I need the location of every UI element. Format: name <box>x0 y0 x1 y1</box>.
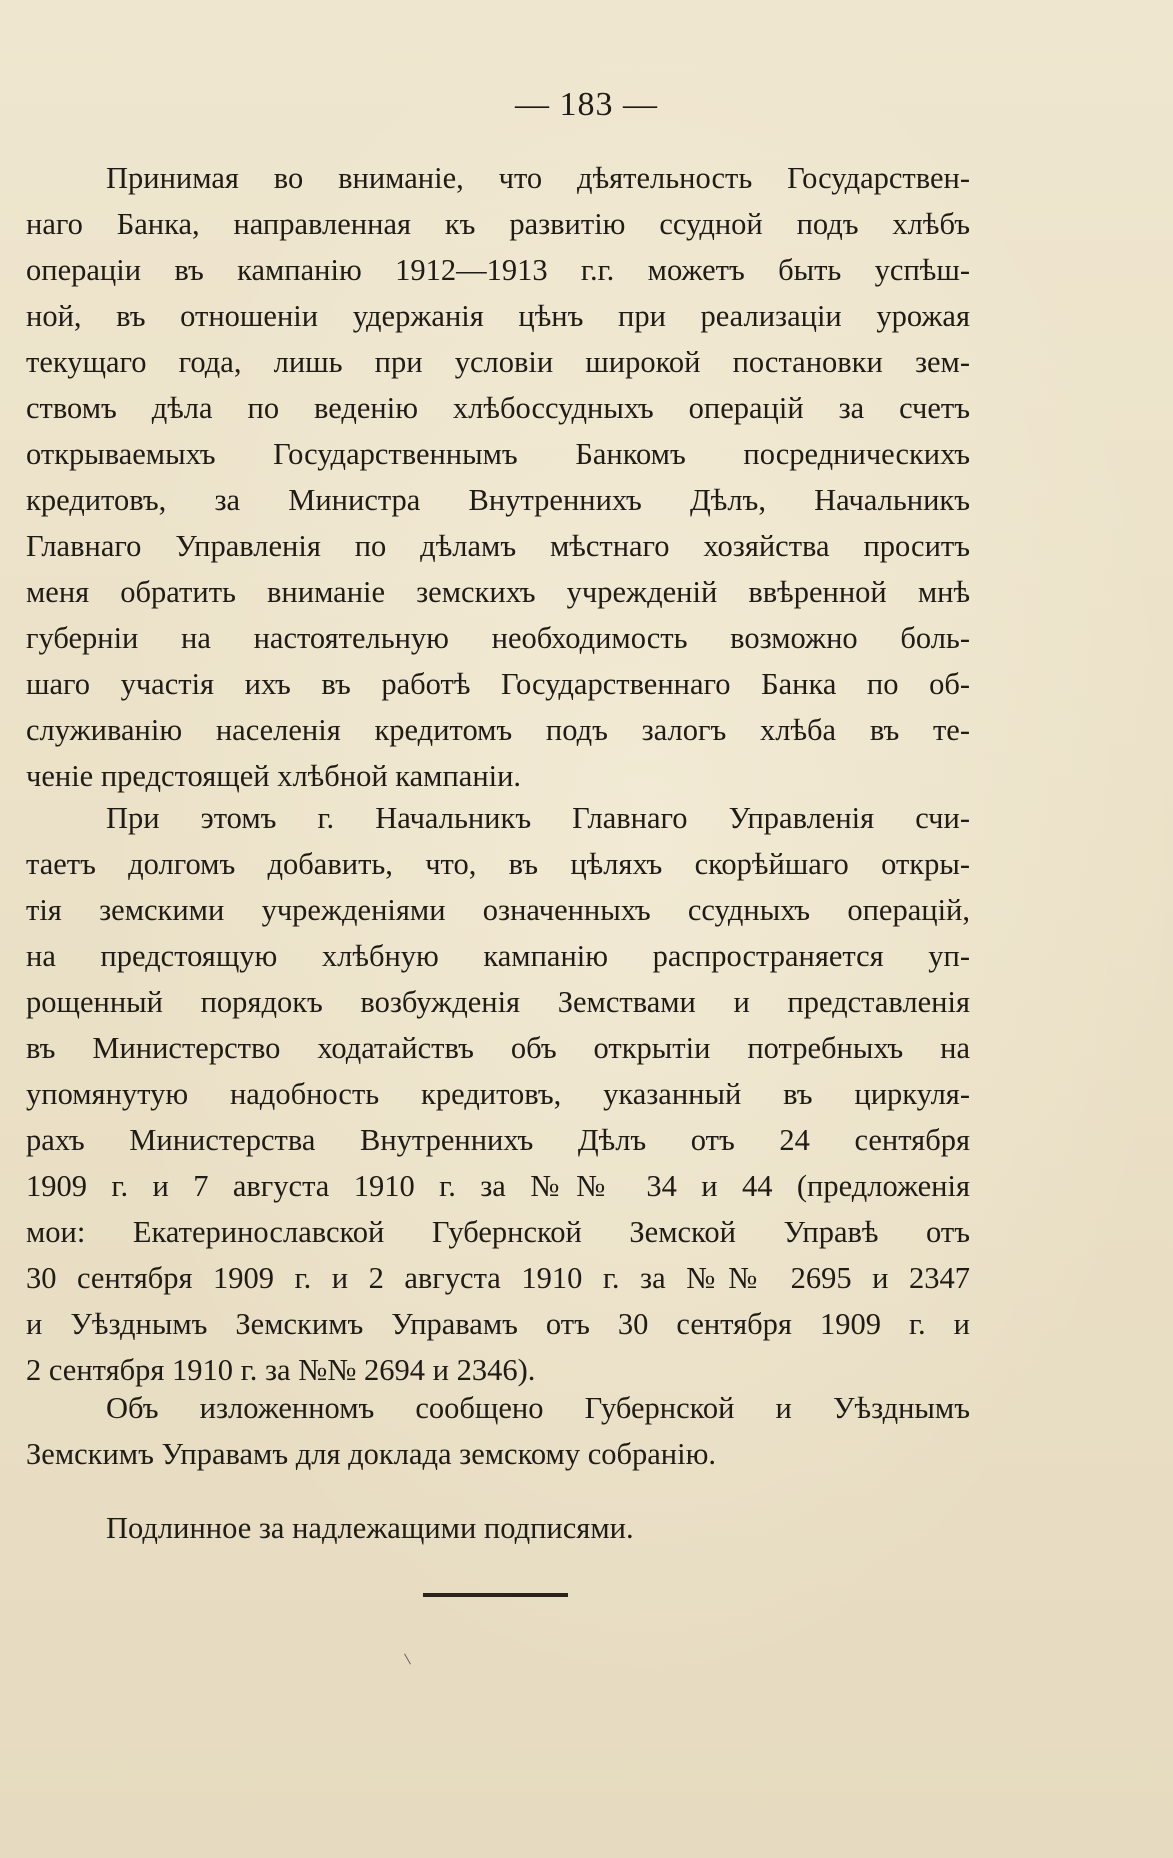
text-line: При этомъ г. Начальникъ Главнаго Управленія счи- <box>106 801 970 835</box>
text-line: Принимая во вниманіе, что дѣятельность Государствен- <box>106 161 970 195</box>
text-line: Объ изложенномъ сообщено Губернской и Уѣзднымъ <box>106 1391 970 1425</box>
paragraph-2 <box>26 795 970 1393</box>
text-line: 2 сентября 1910 г. за №№ 2694 и 2346). <box>26 1353 536 1387</box>
text-line: шаго участія ихъ въ работѣ Государственнаго Банка по об- <box>26 667 970 701</box>
text-line: таетъ долгомъ добавить, что, въ цѣляхъ скорѣйшаго откры- <box>26 847 970 881</box>
text-line: 30 сентября 1909 г. и 2 августа 1910 г. за №№ 2695 и 2347 <box>26 1261 970 1295</box>
text-line: текущаго года, лишь при условіи широкой постановки зем- <box>26 345 970 379</box>
text-line: открываемыхъ Государственнымъ Банкомъ посредническихъ <box>26 437 970 471</box>
paragraph-3 <box>26 1385 970 1477</box>
text-line: кредитовъ, за Министра Внутреннихъ Дѣлъ, Начальникъ <box>26 483 970 517</box>
text-line: служиванію населенія кредитомъ подъ залогъ хлѣба въ те- <box>26 713 970 747</box>
text-line: упомянутую надобность кредитовъ, указанный въ циркуля- <box>26 1077 970 1111</box>
text-line: 1909 г. и 7 августа 1910 г. за №№ 34 и 44 (предложенія <box>26 1169 970 1203</box>
text-line: операціи въ кампанію 1912—1913 г.г. можетъ быть успѣш- <box>26 253 970 287</box>
stray-mark <box>404 1654 411 1665</box>
paragraph-4 <box>26 1505 970 1551</box>
text-line: наго Банка, направленная къ развитію ссудной подъ хлѣбъ <box>26 207 970 241</box>
text-line: ной, въ отношеніи удержанія цѣнъ при реализаціи урожая <box>26 299 970 333</box>
text-line: на предстоящую хлѣбную кампанію распространяется уп- <box>26 939 970 973</box>
text-line: Подлинное за надлежащими подписями. <box>106 1511 634 1545</box>
text-line: Земскимъ Управамъ для доклада земскому собранію. <box>26 1437 717 1471</box>
text-line: Главнаго Управленія по дѣламъ мѣстнаго хозяйства проситъ <box>26 529 970 563</box>
text-line: губерніи на настоятельную необходимость возможно боль- <box>26 621 970 655</box>
end-divider <box>423 1593 568 1597</box>
paragraph-1 <box>26 155 970 799</box>
text-line: ствомъ дѣла по веденію хлѣбоссудныхъ операцій за счетъ <box>26 391 970 425</box>
page-number: — 183 — <box>515 86 658 123</box>
text-line: тія земскими учрежденіями означенныхъ ссудныхъ операцій, <box>26 893 970 927</box>
text-line: рахъ Министерства Внутреннихъ Дѣлъ отъ 24 сентября <box>26 1123 970 1157</box>
text-line: мои: Екатеринославской Губернской Земской Управѣ отъ <box>26 1215 970 1249</box>
text-line: меня обратить вниманіе земскихъ учрежденій ввѣренной мнѣ <box>26 575 970 609</box>
text-line: рощенный порядокъ возбужденія Земствами и представленія <box>26 985 970 1019</box>
text-line: и Уѣзднымъ Земскимъ Управамъ отъ 30 сентября 1909 г. и <box>26 1307 970 1341</box>
text-line: ченіе предстоящей хлѣбной кампаніи. <box>26 759 522 793</box>
text-line: въ Министерство ходатайствъ объ открытіи потребныхъ на <box>26 1031 970 1065</box>
